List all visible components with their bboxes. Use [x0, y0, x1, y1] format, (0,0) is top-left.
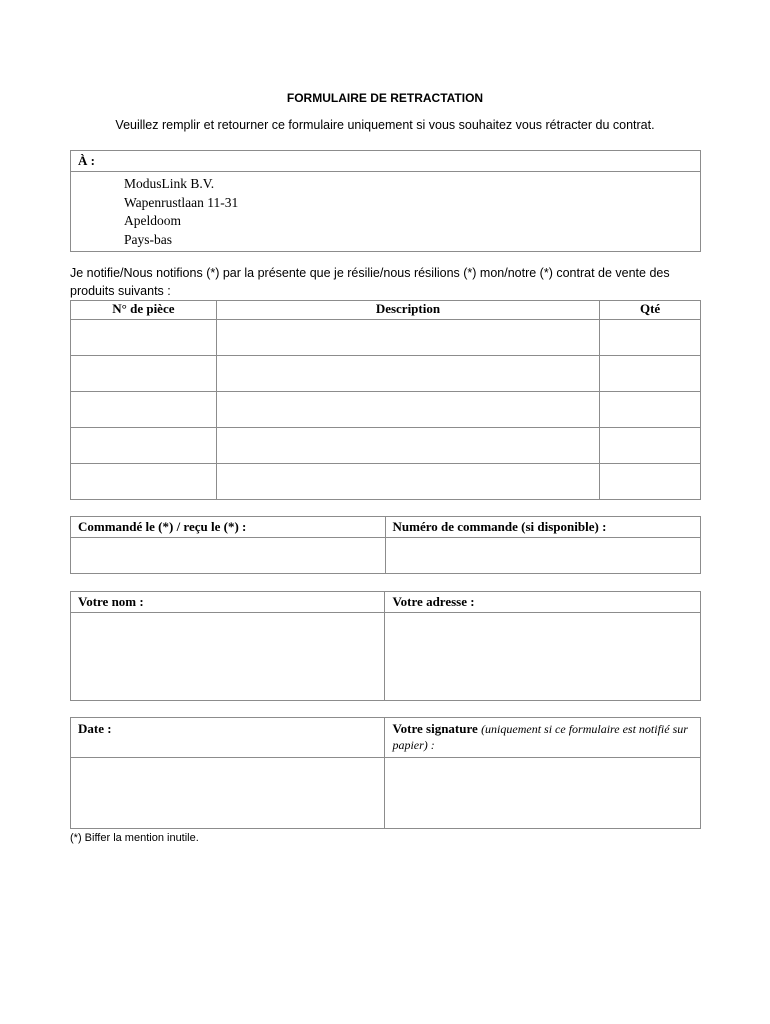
quantity-cell[interactable]	[600, 428, 701, 464]
description-cell[interactable]	[216, 428, 599, 464]
table-row	[71, 392, 701, 428]
signature-field[interactable]	[385, 758, 701, 829]
part-number-cell[interactable]	[71, 392, 217, 428]
part-number-cell[interactable]	[71, 428, 217, 464]
table-row	[71, 464, 701, 500]
footnote: (*) Biffer la mention inutile.	[70, 832, 199, 844]
recipient-table	[70, 150, 701, 252]
quantity-cell[interactable]	[600, 392, 701, 428]
recipient-line-street: Wapenrustlaan 11-31	[124, 194, 239, 210]
part-number-cell[interactable]	[71, 464, 217, 500]
table-row	[71, 428, 701, 464]
description-cell[interactable]	[216, 320, 599, 356]
table-row	[71, 320, 701, 356]
header-part-number: N° de pièce	[71, 301, 217, 320]
intro-text: Veuillez remplir et retourner ce formulaire uniquement si vous souhaitez vous rétracter du contrat.	[115, 118, 655, 132]
signature-label: Votre signature	[392, 721, 478, 736]
signing-table	[70, 717, 701, 829]
date-field[interactable]	[71, 758, 385, 829]
quantity-cell[interactable]	[600, 356, 701, 392]
recipient-label: À :	[71, 151, 701, 172]
name-field[interactable]	[71, 613, 385, 701]
table-row	[71, 356, 701, 392]
description-cell[interactable]	[216, 392, 599, 428]
notification-text: Je notifie/Nous notifions (*) par la présente que je résilie/nous résilions (*) mon/notre (*) contrat de vente des produits suivants :	[70, 266, 670, 298]
form-title: FORMULAIRE DE RETRACTATION	[286, 91, 484, 105]
recipient-address	[71, 172, 701, 252]
description-cell[interactable]	[216, 464, 599, 500]
recipient-line-city: Apeldoom	[124, 213, 181, 228]
order-number-field[interactable]	[385, 538, 701, 574]
order-number-label: Numéro de commande (si disponible) :	[385, 517, 701, 538]
date-label: Date :	[71, 718, 385, 758]
address-field[interactable]	[385, 613, 701, 701]
recipient-line-country: Pays-bas	[124, 231, 172, 247]
name-label: Votre nom :	[71, 592, 385, 613]
description-cell[interactable]	[216, 356, 599, 392]
order-table	[70, 516, 701, 574]
recipient-line-company: ModusLink B.V.	[124, 176, 215, 191]
address-label: Votre adresse :	[385, 592, 701, 613]
ordered-received-label: Commandé le (*) / reçu le (*) :	[71, 517, 386, 538]
signature-note: (uniquement si ce formulaire est notifié sur papier) :	[392, 722, 688, 752]
part-number-cell[interactable]	[71, 356, 217, 392]
header-description: Description	[216, 301, 599, 320]
parts-table	[70, 300, 701, 500]
part-number-cell[interactable]	[71, 320, 217, 356]
ordered-received-field[interactable]	[71, 538, 386, 574]
header-quantity: Qté	[600, 301, 701, 320]
customer-table	[70, 591, 701, 701]
quantity-cell[interactable]	[600, 320, 701, 356]
quantity-cell[interactable]	[600, 464, 701, 500]
signature-header	[385, 718, 701, 758]
